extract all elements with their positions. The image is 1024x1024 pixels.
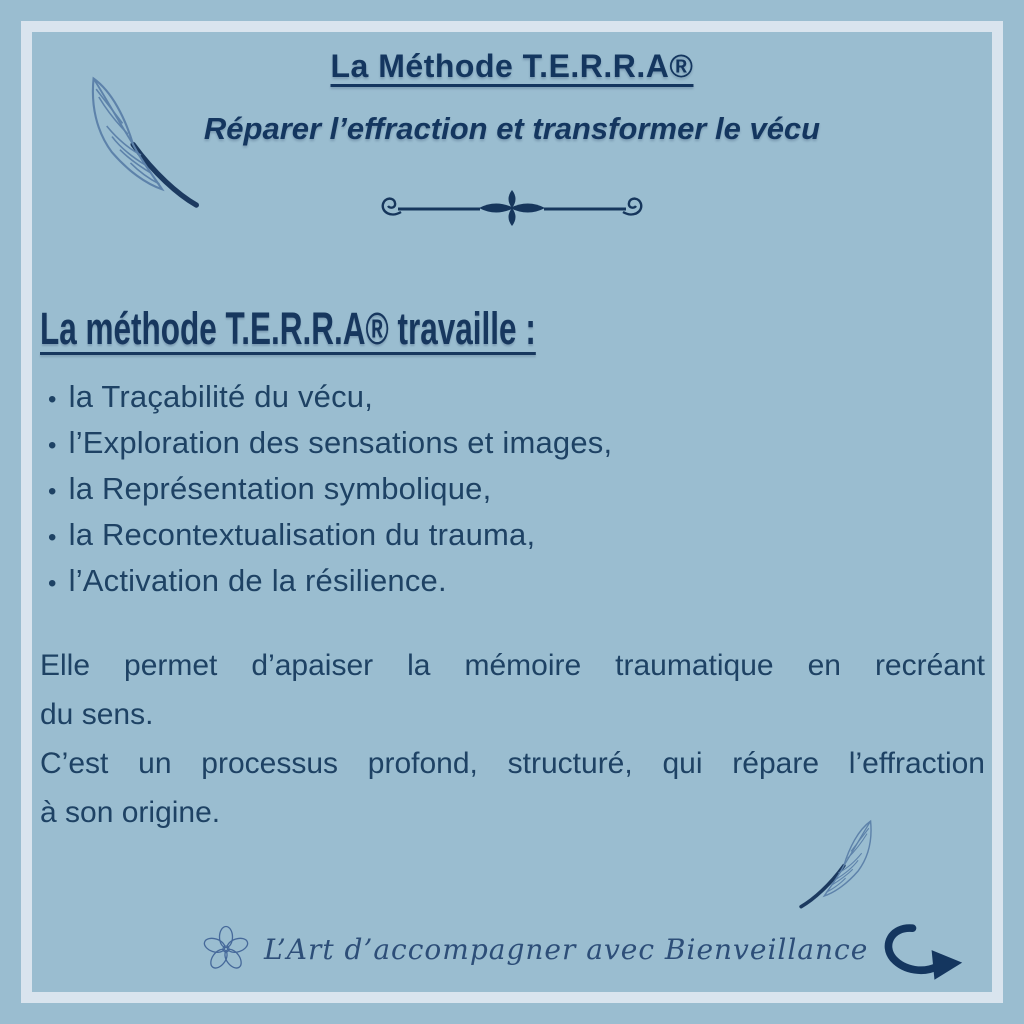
bullet-icon: • — [48, 570, 57, 597]
bullet-list — [48, 374, 612, 604]
paragraph-line: Elle permet d’apaiser la mémoire traumatique en recréant — [40, 649, 985, 682]
page-subtitle: Réparer l’effraction et transformer le vécu — [203, 111, 821, 146]
list-item-text: l’Activation de la résilience. — [68, 563, 447, 598]
list-item-text: la Représentation symbolique, — [68, 471, 492, 506]
list-item-text: la Traçabilité du vécu, — [68, 379, 374, 414]
ornamental-divider — [377, 188, 647, 228]
paragraph-line: du sens. — [40, 698, 154, 731]
section-heading: La méthode T.E.R.R.A® travaille : — [40, 303, 536, 354]
list-item — [48, 466, 612, 512]
footer-signature — [202, 918, 868, 980]
list-item — [48, 558, 612, 604]
page-title: La Méthode T.E.R.R.A® — [330, 48, 694, 84]
flower-icon — [202, 924, 250, 974]
bullet-icon: • — [48, 432, 57, 459]
paragraph-line: à son origine. — [40, 796, 221, 829]
signature-text: L’Art d’accompagner avec Bienveillance — [264, 932, 869, 966]
list-item — [48, 512, 612, 558]
bullet-icon: • — [48, 386, 57, 413]
bullet-icon: • — [48, 524, 57, 551]
body-paragraphs — [40, 641, 985, 837]
list-item-text: la Recontextualisation du trauma, — [68, 517, 536, 552]
list-item-text: l’Exploration des sensations et images, — [68, 425, 613, 460]
curved-arrow-icon — [880, 920, 966, 988]
bullet-icon: • — [48, 478, 57, 505]
paragraph-line: C’est un processus profond, structuré, qui répare l’effraction — [40, 747, 985, 780]
feather-icon — [791, 814, 886, 912]
list-item — [48, 374, 612, 420]
list-item — [48, 420, 612, 466]
